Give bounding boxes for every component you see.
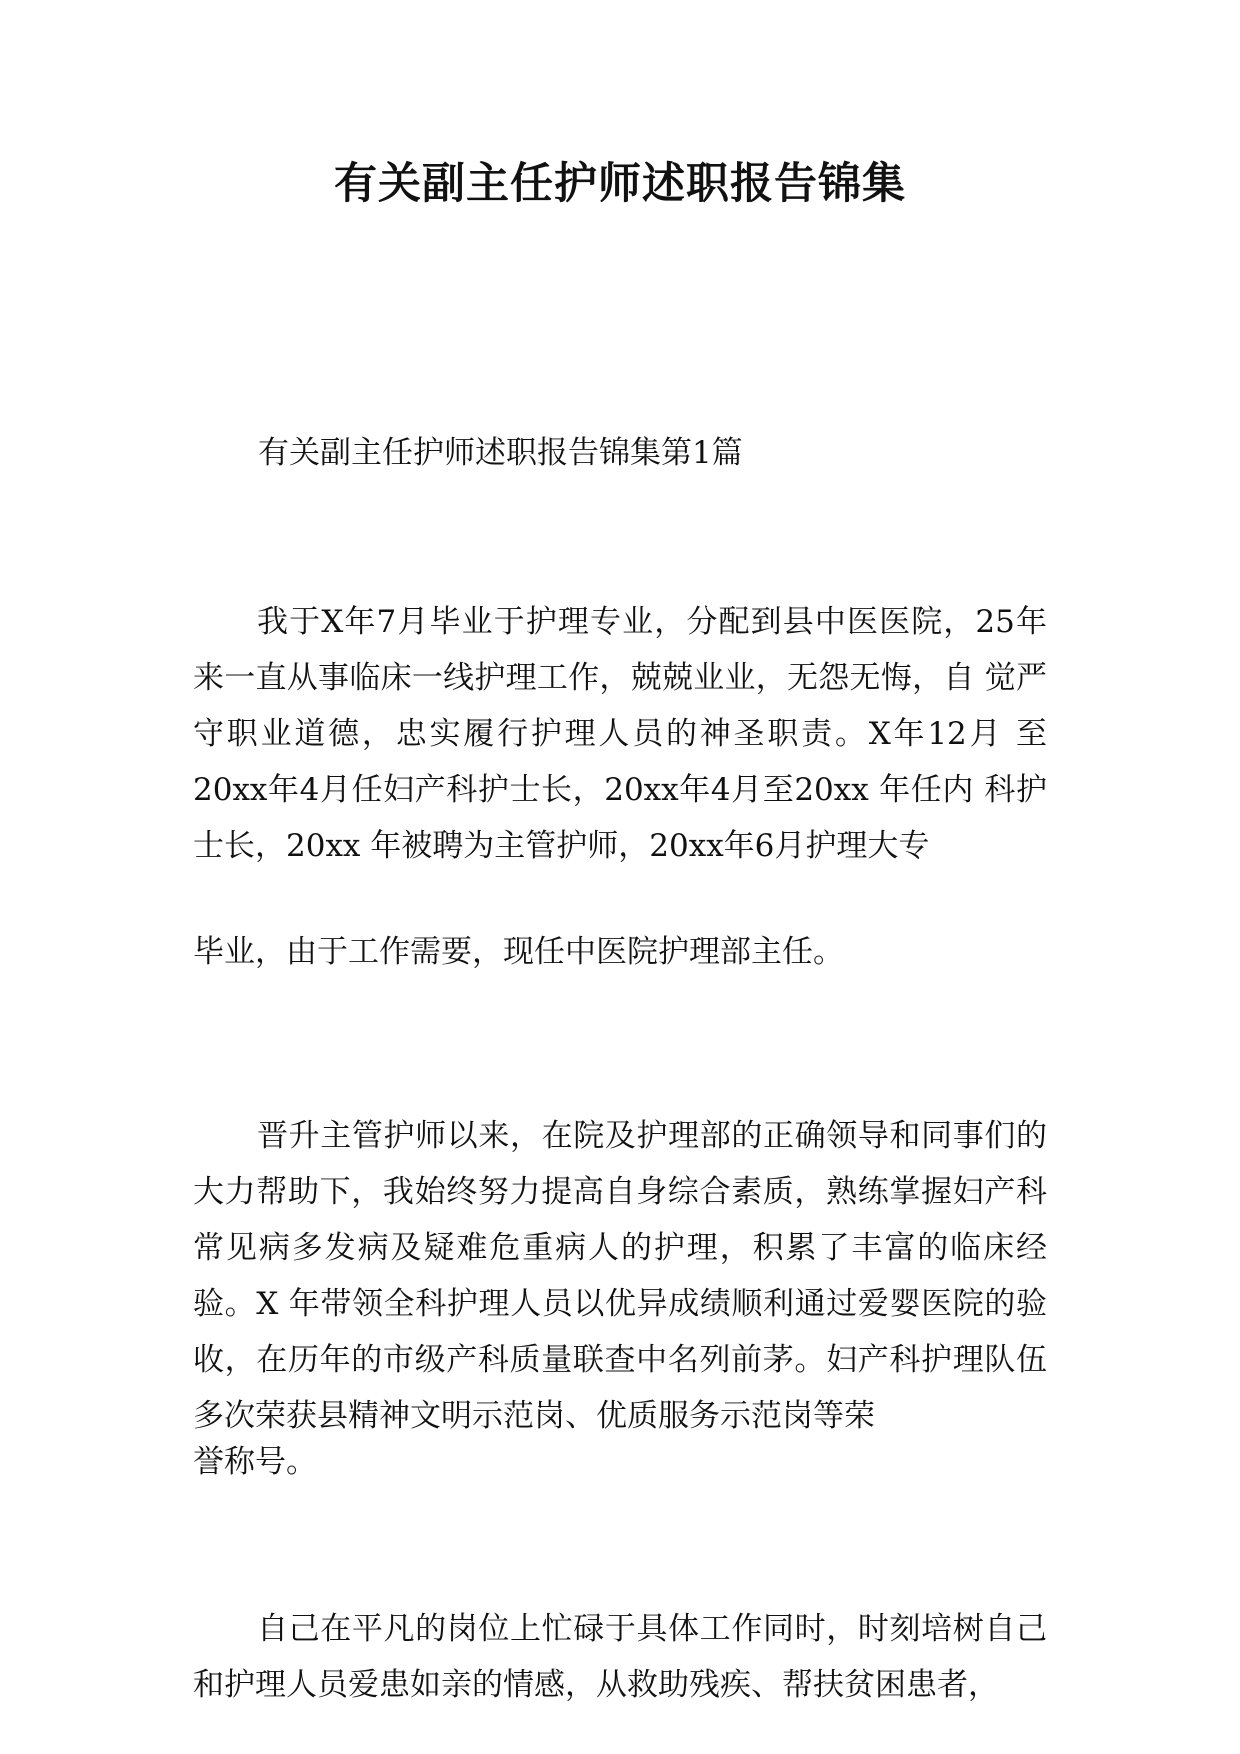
section-heading: 有关副主任护师述职报告锦集第1篇: [258, 435, 743, 471]
paragraph-3: 自己在平凡的岗位上忙碌于具体工作同时，时刻培树自己和护理人员爱患如亲的情感，从救助残疾、帮扶贫困患者，: [193, 1611, 1047, 1703]
paragraph-2: 晋升主管护师以来，在院及护理部的正确领导和同事们的大力帮助下，我始终努力提高自身综合素质，熟练掌握妇产科常见病多发病及疑难危重病人的护理，积累了丰富的临床经验。X 年带领全科护理人员以优异成绩顺利通过爱婴医院的验收，在历年的市级产科质量联查中名列前茅。妇产科护理队伍多次荣获县精神文明示范岗、优质服务示范岗等荣: [193, 1118, 1047, 1434]
paragraph-1: 我于X年7月毕业于护理专业，分配到县中医医院，25年来一直从事临床一线护理工作，兢兢业业，无怨无悔，自 觉严守职业道德，忠实履行护理人员的神圣职责。X年12月 至20xx年4月任妇产科护士长，20xx年4月至20xx 年任内 科护士长，20xx 年被聘为主管护师，20xx年6月护理大专: [193, 604, 1047, 864]
document-title: 有关副主任护师述职报告锦集: [334, 159, 906, 209]
paragraph-2-continuation: 誉称号。: [193, 1444, 317, 1480]
paragraph-1-continuation: 毕业，由于工作需要，现任中医院护理部主任。: [193, 934, 844, 970]
